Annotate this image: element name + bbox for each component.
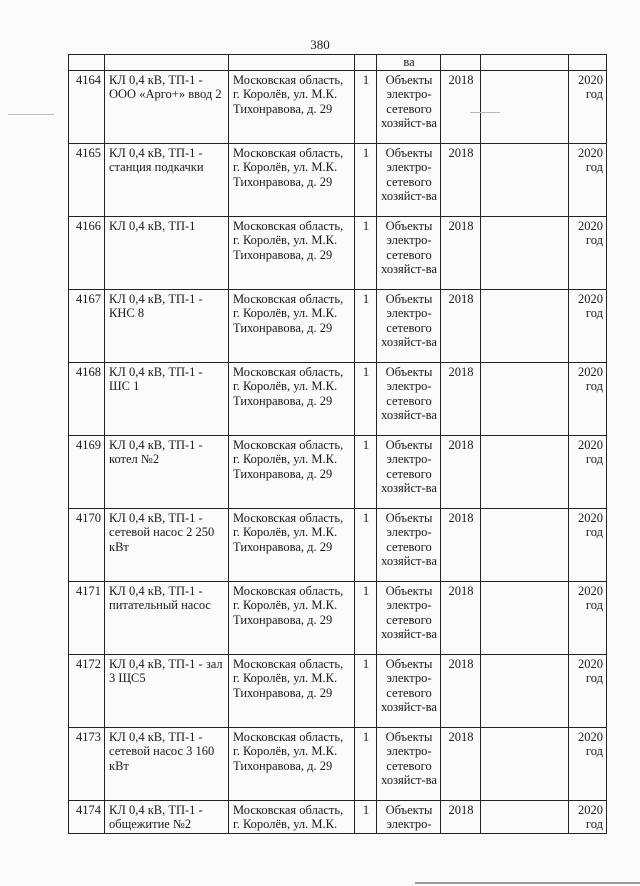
cell-empty: [481, 581, 569, 654]
cell-qty: 1: [355, 581, 377, 654]
table-row: [69, 654, 607, 727]
cell-name: КЛ 0,4 кВ, ТП-1 - станция подкачки: [105, 143, 229, 216]
cell-address: [229, 55, 355, 71]
cell-name: КЛ 0,4 кВ, ТП-1: [105, 216, 229, 289]
cell-name: КЛ 0,4 кВ, ТП-1 - общежитие №2: [105, 800, 229, 833]
cell-num: 4169: [69, 435, 105, 508]
cell-qty: 1: [355, 654, 377, 727]
cell-address: Московская область, г. Королёв, ул. М.К. Тихонравова, д. 29: [229, 508, 355, 581]
registry-table: [68, 54, 607, 834]
cell-year: 2018: [441, 143, 481, 216]
cell-year: 2018: [441, 362, 481, 435]
cell-name: КЛ 0,4 кВ, ТП-1 - питательный насос: [105, 581, 229, 654]
cell-object-type: Объекты электро-: [377, 800, 441, 833]
cell-qty: 1: [355, 289, 377, 362]
cell-address: Московская область, г. Королёв, ул. М.К. Тихонравова, д. 29: [229, 362, 355, 435]
cell-object-type: Объекты электро-сетевого хозяйст-ва: [377, 581, 441, 654]
page-number: 380: [310, 37, 330, 52]
scan-speck: [8, 114, 54, 115]
cell-empty: [481, 508, 569, 581]
cell-num: 4174: [69, 800, 105, 833]
cell-name: [105, 55, 229, 71]
cell-year: 2018: [441, 654, 481, 727]
cell-year: 2018: [441, 508, 481, 581]
cell-qty: 1: [355, 435, 377, 508]
cell-address: Московская область, г. Королёв, ул. М.К. Тихонравова, д. 29: [229, 581, 355, 654]
cell-empty: [481, 289, 569, 362]
cell-plan: 2020 год: [569, 70, 607, 143]
cell-plan: 2020 год: [569, 581, 607, 654]
cell-num: 4167: [69, 289, 105, 362]
cell-qty: 1: [355, 508, 377, 581]
cell-qty: 1: [355, 216, 377, 289]
cell-plan: 2020 год: [569, 435, 607, 508]
cell-plan: 2020 год: [569, 216, 607, 289]
cell-num: 4170: [69, 508, 105, 581]
cell-name: КЛ 0,4 кВ, ТП-1 - КНС 8: [105, 289, 229, 362]
cell-num: 4166: [69, 216, 105, 289]
cell-address: Московская область, г. Королёв, ул. М.К. Тихонравова, д. 29: [229, 727, 355, 800]
cell-address: Московская область, г. Королёв, ул. М.К. Тихонравова, д. 29: [229, 654, 355, 727]
cell-num: [69, 55, 105, 71]
cell-plan: [569, 55, 607, 71]
table-row: [69, 435, 607, 508]
cell-address: Московская область, г. Королёв, ул. М.К. Тихонравова, д. 29: [229, 143, 355, 216]
cell-year: 2018: [441, 727, 481, 800]
cell-empty: [481, 727, 569, 800]
cell-name: КЛ 0,4 кВ, ТП-1 - котел №2: [105, 435, 229, 508]
cell-object-type: Объекты электро-сетевого хозяйст-ва: [377, 143, 441, 216]
cell-object-type: Объекты электро-сетевого хозяйст-ва: [377, 435, 441, 508]
table-row: [69, 70, 607, 143]
cell-empty: [481, 362, 569, 435]
cell-qty: 1: [355, 727, 377, 800]
table-row: [69, 727, 607, 800]
cell-object-type: Объекты электро-сетевого хозяйст-ва: [377, 70, 441, 143]
cell-address: Московская область, г. Королёв, ул. М.К.: [229, 800, 355, 833]
cell-num: 4173: [69, 727, 105, 800]
cell-plan: 2020 год: [569, 727, 607, 800]
cell-address: Московская область, г. Королёв, ул. М.К. Тихонравова, д. 29: [229, 289, 355, 362]
table-row: [69, 143, 607, 216]
cell-plan: 2020 год: [569, 508, 607, 581]
cell-qty: 1: [355, 143, 377, 216]
cell-num: 4165: [69, 143, 105, 216]
table-row: [69, 216, 607, 289]
cell-plan: 2020 год: [569, 654, 607, 727]
cell-plan: 2020 год: [569, 362, 607, 435]
cell-num: 4172: [69, 654, 105, 727]
table-row: [69, 289, 607, 362]
cell-object-type: Объекты электро-сетевого хозяйст-ва: [377, 654, 441, 727]
cell-address: Московская область, г. Королёв, ул. М.К. Тихонравова, д. 29: [229, 435, 355, 508]
cell-year: 2018: [441, 70, 481, 143]
cell-name: КЛ 0,4 кВ, ТП-1 - ООО «Арго+» ввод 2: [105, 70, 229, 143]
cell-name: КЛ 0,4 кВ, ТП-1 - сетевой насос 2 250 кВт: [105, 508, 229, 581]
cell-object-type: Объекты электро-сетевого хозяйст-ва: [377, 362, 441, 435]
cell-name: КЛ 0,4 кВ, ТП-1 - зал 3 ЩС5: [105, 654, 229, 727]
cell-year: 2018: [441, 435, 481, 508]
table-row: [69, 362, 607, 435]
cell-plan: 2020 год: [569, 143, 607, 216]
table-row: [69, 581, 607, 654]
cell-empty: [481, 216, 569, 289]
cell-qty: [355, 55, 377, 71]
cell-address: Московская область, г. Королёв, ул. М.К. Тихонравова, д. 29: [229, 70, 355, 143]
continuation-row: [69, 55, 607, 71]
cell-empty: [481, 654, 569, 727]
cell-plan: 2020 год: [569, 289, 607, 362]
cell-object-type: Объекты электро-сетевого хозяйст-ва: [377, 289, 441, 362]
cell-qty: 1: [355, 70, 377, 143]
scan-speck: [470, 112, 500, 113]
cell-year: 2018: [441, 289, 481, 362]
cell-year: [441, 55, 481, 71]
cell-year: 2018: [441, 581, 481, 654]
cell-name: КЛ 0,4 кВ, ТП-1 - сетевой насос 3 160 кВт: [105, 727, 229, 800]
cell-year: 2018: [441, 216, 481, 289]
cell-empty: [481, 143, 569, 216]
cell-num: 4171: [69, 581, 105, 654]
table-row: [69, 800, 607, 833]
cell-qty: 1: [355, 362, 377, 435]
cell-num: 4168: [69, 362, 105, 435]
cell-qty: 1: [355, 800, 377, 833]
scan-edge-line: [415, 882, 640, 884]
cell-object-type: Объекты электро-сетевого хозяйст-ва: [377, 508, 441, 581]
cell-empty: [481, 435, 569, 508]
cell-num: 4164: [69, 70, 105, 143]
cell-object-type: Объекты электро-сетевого хозяйст-ва: [377, 216, 441, 289]
table-body: [69, 55, 607, 834]
table-row: [69, 508, 607, 581]
cell-address: Московская область, г. Королёв, ул. М.К. Тихонравова, д. 29: [229, 216, 355, 289]
cell-year: 2018: [441, 800, 481, 833]
cell-empty: [481, 55, 569, 71]
cell-plan: 2020 год: [569, 800, 607, 833]
cell-name: КЛ 0,4 кВ, ТП-1 - ШС 1: [105, 362, 229, 435]
cell-empty: [481, 70, 569, 143]
cell-object-type: ва: [377, 55, 441, 71]
cell-empty: [481, 800, 569, 833]
cell-object-type: Объекты электро-сетевого хозяйст-ва: [377, 727, 441, 800]
